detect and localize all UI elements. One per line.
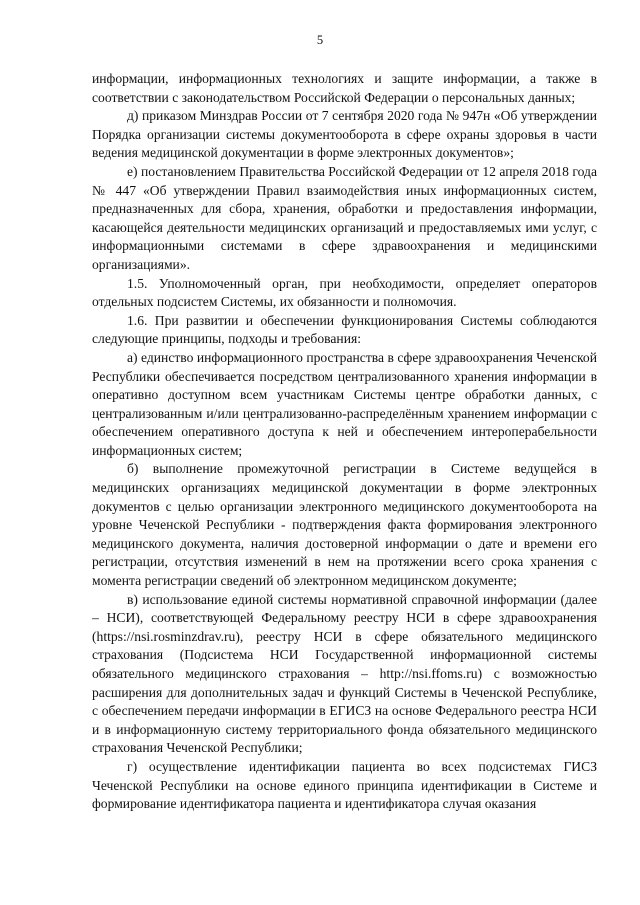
paragraph-g-identification: г) осуществление идентификации пациента во всех подсистемах ГИСЗ Чеченской Республики на основе единого принципа идентификации в Системе и формирование идентификатора пациента и идентификатора случая оказания bbox=[92, 758, 597, 812]
paragraph-a-info-space: а) единство информационного пространства в сфере здравоохранения Чеченской Республики обеспечивается посредством централизованного хранения информации в оперативно доступном всем участникам Системы центре обработки данных, с централизованным и/или централизованно-распределённым хранением информации с обеспечением оперативного доступа к ней и обеспечением интероперабельности информационных систем; bbox=[92, 349, 597, 458]
paragraph-d-order-947n: д) приказом Минздрав России от 7 сентября 2020 года № 947н «Об утверждении Порядка организации системы документооборота в сфере охраны здоровья в части ведения медицинской документации в форме электронных документов»; bbox=[92, 108, 597, 161]
paragraph-v-nsi: в) использование единой системы нормативной справочной информации (далее – НСИ), соответствующей Федеральному реестру НСИ в сфере здравоохранения (https://nsi.rosminzdrav.ru), реестру НСИ в сфере обязательного медицинского страхования (Подсистема НСИ Государственной информационной системы обязательного медицинского страхования – http://nsi.ffoms.ru) с возможностью расширения для дополнительных задач и функций Системы в Чеченской Республике, с обеспечением передачи информации в ЕГИСЗ на основе Федерального реестра НСИ и в информационную систему территориального фонда обязательного медицинского страхования Чеченской Республики; bbox=[92, 591, 597, 756]
paragraph-continuation: информации, информационных технологиях и защите информации, а также в соответствии с законодательством Российской Федерации о персональных данных; bbox=[92, 71, 597, 105]
paragraph-e-decree-447: е) постановлением Правительства Российской Федерации от 12 апреля 2018 года № 447 «Об утверждении Правил взаимодействия иных информационных систем, предназначенных для сбора, хранения, обработки и предоставления информации, касающейся деятельности медицинских организаций и предоставляемых ими услуг, с информационными системами в сфере здравоохранения и медицинскими организациями». bbox=[92, 163, 597, 272]
body-text bbox=[92, 70, 597, 814]
paragraph-1-5: 1.5. Уполномоченный орган, при необходимости, определяет операторов отдельных подсистем Системы, их обязанности и полномочия. bbox=[92, 275, 597, 310]
paragraph-b-registration: б) выполнение промежуточной регистрации в Системе ведущейся в медицинских организациях медицинской документации в форме электронных документов с целью организации электронного медицинского документооборота на уровне Чеченской Республики - подтверждения факта формирования электронного медицинского документа, наличия достоверной информации о дате и времени его регистрации, отсутствия изменений в нем на протяжении всего срока хранения с момента регистрации сведений об электронном медицинском документе; bbox=[92, 461, 597, 589]
page-number: 5 bbox=[316, 33, 324, 47]
paragraph-1-6: 1.6. При развитии и обеспечении функционирования Системы соблюдаются следующие принципы, подходы и требования: bbox=[92, 312, 597, 347]
